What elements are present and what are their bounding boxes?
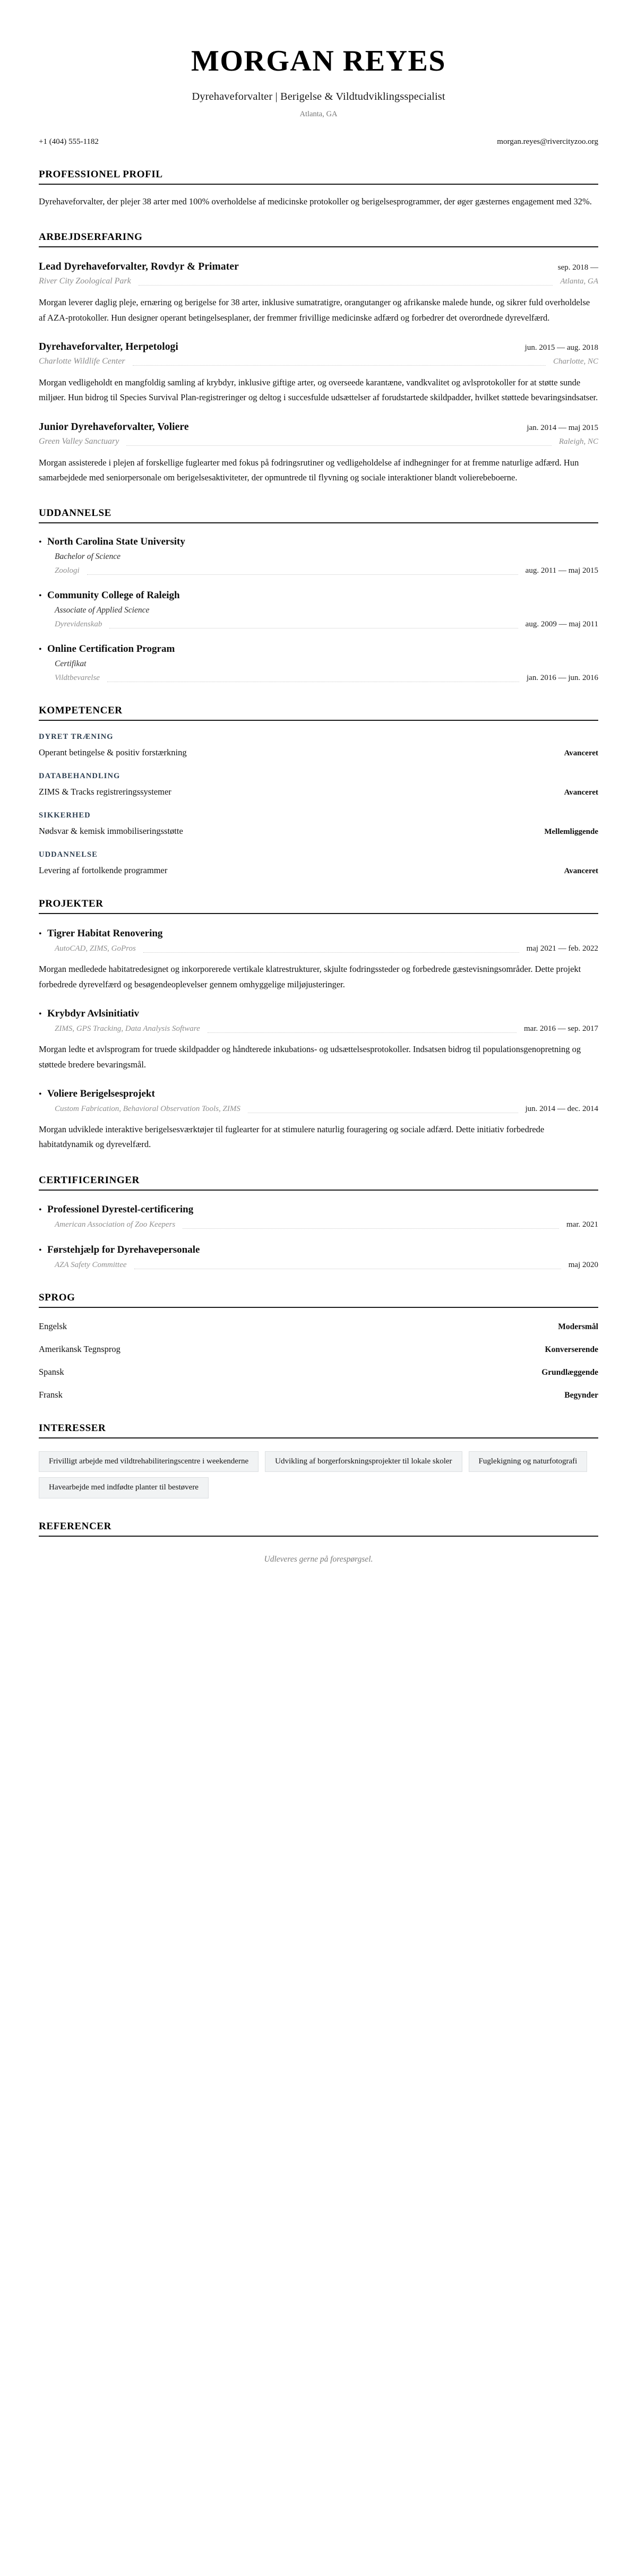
interest-chip: Fuglekigning og naturfotografi: [469, 1451, 588, 1472]
bullet-icon: •: [39, 591, 42, 601]
education-item: [39, 590, 598, 629]
contact-email[interactable]: morgan.reyes@rivercityzoo.org: [497, 137, 598, 146]
experience-description: Morgan leverer daglig pleje, ernæring og berigelse for 38 arter, inklusive sumatratigre, orangutanger og afrikanske malede hunde, og sikrer fuld overholdelse af AZA-protokoller. Hun designer operant betingelsesplaner, der fremmer frivillige medicinske adfærd og forbedrer det overordnede dyrevelfærd.: [39, 297, 590, 323]
experience-header-row: [39, 421, 598, 433]
experience-header-row: [39, 341, 598, 353]
experience-location: Charlotte, NC: [553, 357, 598, 366]
bullet-icon: •: [39, 1089, 42, 1099]
project-description: Morgan udviklede interaktive berigelsesværktøjer til fuglearter for at stimulere naturlig fouragering og sociale adfærd. Dette initiativ forbedrede habitatdynamik og dyrevelfærd.: [39, 1124, 545, 1150]
education-field-row: [55, 674, 598, 683]
section-title-education: UDDANNELSE: [39, 507, 111, 519]
project-meta-row: [55, 944, 598, 953]
experience-org-row: [39, 437, 598, 446]
section-title-experience: ARBEJDSERFARING: [39, 231, 143, 243]
skill-category: UDDANNELSE: [39, 850, 98, 859]
contact-phone[interactable]: +1 (404) 555-1182: [39, 137, 99, 146]
certification-issuer: AZA Safety Committee: [55, 1260, 127, 1269]
skill-row: [39, 865, 598, 876]
skill-level: Avanceret: [564, 749, 598, 758]
experience-date: jun. 2015 — aug. 2018: [524, 343, 598, 352]
candidate-headline: Dyrehaveforvalter | Berigelse & Vildtudviklingsspecialist: [192, 90, 445, 102]
education-school: North Carolina State University: [47, 536, 185, 548]
skill-row: [39, 826, 598, 837]
skill-level: Avanceret: [564, 867, 598, 876]
experience-item: [39, 261, 598, 325]
language-name: Spansk: [39, 1366, 64, 1377]
certification-title-row: [39, 1204, 598, 1216]
section-divider: [39, 720, 598, 721]
education-field-row: [55, 566, 598, 575]
language-level: Konverserende: [545, 1345, 598, 1354]
language-level: Grundlæggende: [541, 1367, 598, 1377]
language-level: Begynder: [564, 1390, 598, 1400]
interest-chip-list: [39, 1451, 598, 1498]
education-degree: Bachelor of Science: [55, 552, 120, 562]
dotted-leader: [248, 1112, 518, 1113]
language-row: [39, 1367, 598, 1377]
dotted-leader: [126, 445, 551, 446]
certification-date: mar. 2021: [566, 1220, 598, 1229]
section-references: [39, 1521, 598, 1564]
education-degree: Certifikat: [55, 659, 87, 669]
section-profile: [39, 169, 598, 209]
project-meta-row: [55, 1024, 598, 1033]
section-divider: [39, 1536, 598, 1537]
skill-category: DATABEHANDLING: [39, 772, 120, 781]
education-degree: Associate of Applied Science: [55, 606, 150, 615]
references-note: Udleveres gerne på forespørgsel.: [264, 1554, 373, 1564]
section-divider: [39, 1307, 598, 1308]
section-title-profile: PROFESSIONEL PROFIL: [39, 168, 163, 180]
experience-organization: Green Valley Sanctuary: [39, 436, 119, 446]
project-date: mar. 2016 — sep. 2017: [524, 1024, 598, 1033]
project-tools: ZIMS, GPS Tracking, Data Analysis Software: [55, 1024, 200, 1033]
project-item: [39, 1088, 598, 1152]
section-languages: [39, 1292, 598, 1400]
certification-title-row: [39, 1244, 598, 1256]
project-date: maj 2021 — feb. 2022: [526, 944, 598, 953]
interest-chip: Udvikling af borgerforskningsprojekter til lokale skoler: [265, 1451, 462, 1472]
project-tools: AutoCAD, ZIMS, GoPros: [55, 944, 136, 953]
skill-row: [39, 747, 598, 758]
skill-level: Avanceret: [564, 788, 598, 797]
education-date: jan. 2016 — jun. 2016: [527, 674, 598, 683]
dotted-leader: [133, 365, 546, 366]
skill-name: ZIMS & Tracks registreringssystemer: [39, 787, 171, 797]
experience-description: Morgan assisterede i plejen af forskellige fuglearter med fokus på fodringsrutiner og vedligeholdelse af indhegninger for at fremme naturlige adfærd. Hun samarbejdede med seniorpersonale om berigelsesaktiviteter, der opmuntrede til flyvning og sociale interaktioner blandt volierebeboerne.: [39, 457, 579, 483]
bullet-icon: •: [39, 645, 42, 654]
section-experience: [39, 231, 598, 485]
experience-location: Raleigh, NC: [558, 437, 598, 446]
section-title-projects: PROJEKTER: [39, 898, 104, 910]
certification-meta-row: [55, 1220, 598, 1229]
project-title-row: [39, 1008, 598, 1020]
project-date: jun. 2014 — dec. 2014: [525, 1104, 598, 1113]
dotted-leader: [134, 1268, 561, 1269]
education-school: Online Certification Program: [47, 643, 175, 655]
experience-item: [39, 341, 598, 406]
education-item: [39, 643, 598, 683]
project-item: [39, 928, 598, 992]
project-name: Tigrer Habitat Renovering: [47, 928, 163, 940]
bullet-icon: •: [39, 1010, 42, 1019]
section-projects: [39, 898, 598, 1152]
education-school: Community College of Raleigh: [47, 590, 180, 601]
project-title-row: [39, 928, 598, 940]
certification-name: Professionel Dyrestel-certificering: [47, 1203, 194, 1215]
project-name: Voliere Berigelsesprojekt: [47, 1088, 155, 1099]
section-skills: [39, 705, 598, 876]
skill-group: [39, 772, 598, 797]
education-field: Dyrevidenskab: [55, 620, 102, 629]
education-date: aug. 2009 — maj 2011: [525, 620, 598, 629]
experience-item: [39, 421, 598, 486]
education-field: Zoologi: [55, 566, 80, 575]
section-divider: [39, 1190, 598, 1191]
experience-organization: River City Zoological Park: [39, 277, 131, 286]
profile-summary-text: Dyrehaveforvalter, der plejer 38 arter med 100% overholdelse af medicinske protokoller og berigelsesprogrammer, der øger gæsternes engagement med 32%.: [39, 196, 592, 206]
bullet-icon: •: [39, 538, 42, 547]
skill-group: [39, 850, 598, 876]
certification-date: maj 2020: [568, 1260, 598, 1269]
candidate-name: MORGAN REYES: [191, 45, 446, 77]
candidate-location: Atlanta, GA: [299, 109, 338, 118]
experience-role: Junior Dyrehaveforvalter, Voliere: [39, 421, 189, 433]
project-description: Morgan ledte et avlsprogram for truede skildpadder og håndterede inkubations- og udsættelsesprotokoller. Indsatsen bidrog til populationsgenopretning og støttede bredere bevaringsmål.: [39, 1044, 581, 1070]
education-item: [39, 536, 598, 575]
education-school-row: [39, 643, 598, 655]
experience-location: Atlanta, GA: [560, 277, 598, 286]
experience-date: sep. 2018 —: [557, 263, 598, 272]
education-school-row: [39, 590, 598, 601]
education-school-row: [39, 536, 598, 548]
bullet-icon: •: [39, 929, 42, 939]
language-level: Modersmål: [558, 1322, 598, 1331]
skill-name: Operant betingelse & positiv forstærkning: [39, 747, 187, 758]
experience-header-row: [39, 261, 598, 273]
project-tools: Custom Fabrication, Behavioral Observation Tools, ZIMS: [55, 1104, 240, 1113]
project-name: Krybdyr Avlsinitiativ: [47, 1008, 139, 1020]
section-title-languages: SPROG: [39, 1291, 75, 1303]
experience-org-row: [39, 357, 598, 366]
skill-category: SIKKERHED: [39, 811, 91, 820]
language-name: Fransk: [39, 1389, 63, 1400]
experience-role: Lead Dyrehaveforvalter, Rovdyr & Primater: [39, 261, 239, 273]
skill-group: [39, 733, 598, 758]
bullet-icon: •: [39, 1205, 42, 1214]
section-divider: [39, 1437, 598, 1438]
certification-item: [39, 1204, 598, 1229]
education-field-row: [55, 620, 598, 629]
skill-level: Mellemliggende: [544, 828, 598, 837]
dotted-leader: [143, 952, 519, 953]
education-date: aug. 2011 — maj 2015: [525, 566, 598, 575]
section-title-interests: INTERESSER: [39, 1422, 106, 1434]
interest-chip: Frivilligt arbejde med vildtrehabiliteringscentre i weekenderne: [39, 1451, 259, 1472]
section-divider: [39, 184, 598, 185]
language-row: [39, 1321, 598, 1332]
bottom-spacer: [39, 1564, 598, 1724]
dotted-leader: [208, 1032, 517, 1033]
dotted-leader: [87, 574, 518, 575]
section-certifications: [39, 1175, 598, 1270]
experience-description: Morgan vedligeholdt en mangfoldig samling af krybdyr, inklusive giftige arter, og overseede karantæne, vandkvalitet og avlsprotokoller for at støtte sunde miljøer. Hun bidrog til Species Survival Plan-registreringer og deltog i succesfulde udsættelser af forudstartede skildpadder, hvilket støttede bevaringsindsatser.: [39, 377, 598, 403]
skill-row: [39, 787, 598, 797]
language-name: Amerikansk Tegnsprog: [39, 1343, 120, 1354]
bullet-icon: •: [39, 1245, 42, 1255]
section-divider: [39, 246, 598, 247]
section-education: [39, 507, 598, 683]
project-description: Morgan medledede habitatredesignet og inkorporerede vertikale klatrestrukturer, skjulte fodringssteder og forbedrede gæstevisningsområder. Dette projekt forbedrede dyrevelfærd og besøgendeoplevelser gennem omhyggelige miljøjusteringer.: [39, 964, 581, 989]
certification-meta-row: [55, 1261, 598, 1270]
section-interests: [39, 1423, 598, 1498]
language-row: [39, 1344, 598, 1355]
dotted-leader: [139, 285, 553, 286]
skill-name: Levering af fortolkende programmer: [39, 865, 168, 876]
skill-group: [39, 811, 598, 837]
language-name: Engelsk: [39, 1321, 67, 1331]
section-title-certifications: CERTIFICERINGER: [39, 1174, 140, 1186]
experience-date: jan. 2014 — maj 2015: [527, 423, 598, 432]
skill-name: Nødsvar & kemisk immobiliseringsstøtte: [39, 826, 183, 837]
education-field: Vildtbevarelse: [55, 674, 100, 683]
section-title-skills: KOMPETENCER: [39, 705, 123, 717]
dotted-leader: [109, 627, 518, 628]
dotted-leader: [107, 681, 519, 682]
experience-org-row: [39, 277, 598, 286]
experience-organization: Charlotte Wildlife Center: [39, 356, 125, 366]
project-title-row: [39, 1088, 598, 1100]
dotted-leader: [183, 1228, 559, 1229]
certification-name: Førstehjælp for Dyrehavepersonale: [47, 1244, 200, 1255]
section-divider: [39, 522, 598, 523]
section-divider: [39, 913, 598, 914]
resume-header: [39, 0, 598, 147]
interest-chip: Havearbejde med indfødte planter til bestøvere: [39, 1477, 209, 1498]
certification-issuer: American Association of Zoo Keepers: [55, 1220, 176, 1229]
contact-row: [39, 137, 598, 147]
skill-category: DYRET TRÆNING: [39, 733, 114, 742]
section-title-references: REFERENCER: [39, 1520, 111, 1532]
language-row: [39, 1390, 598, 1400]
certification-item: [39, 1244, 598, 1270]
project-meta-row: [55, 1105, 598, 1114]
project-item: [39, 1008, 598, 1072]
experience-role: Dyrehaveforvalter, Herpetologi: [39, 341, 178, 352]
